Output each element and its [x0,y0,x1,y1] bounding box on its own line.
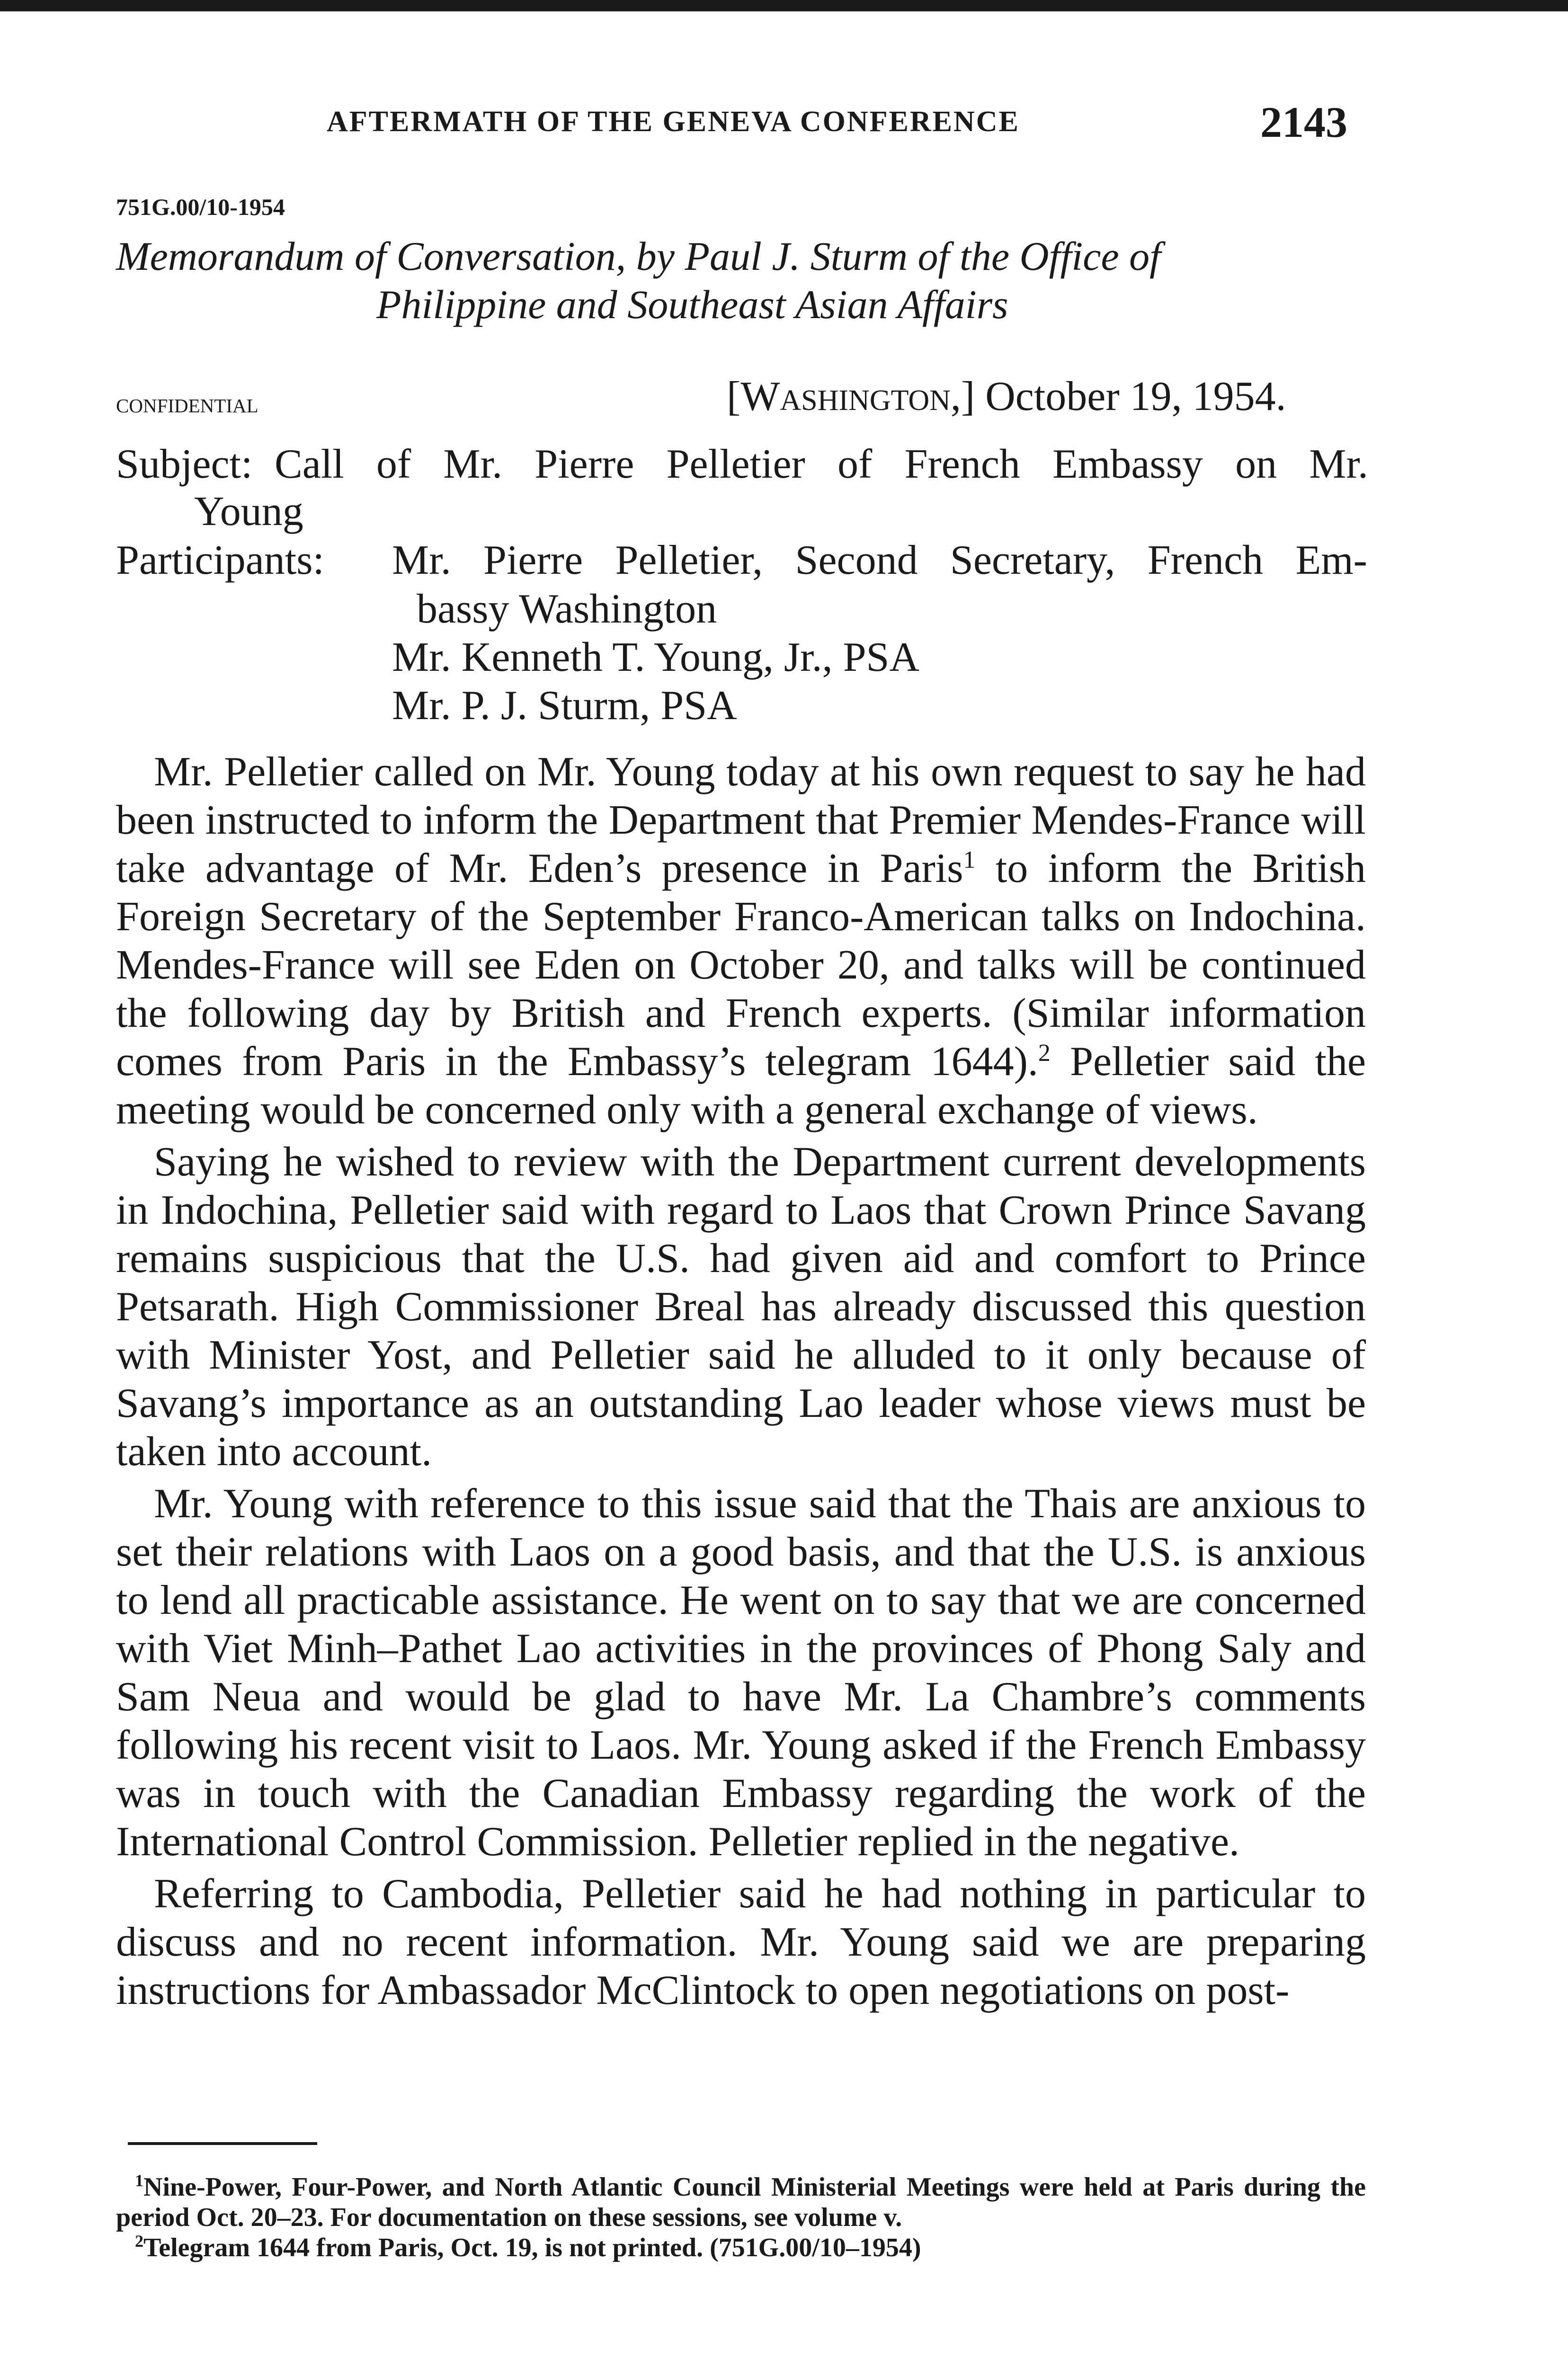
footnote-ref-1: 1 [963,846,976,873]
footnote-1-marker: 1 [135,2171,143,2190]
participant-1: Mr. Pierre Pelletier, Second Secretary, French Em- [392,537,1367,583]
participants-label: Participants: [116,537,324,583]
footnote-ref-2: 2 [1038,1040,1051,1067]
body-paragraph-1-part-a: Mr. Pelletier called on Mr. Young today at his own request to say he had been instructed to inform the Department that Premier Mendes-France will take advantage of Mr. Eden’s presence in Paris [116,749,1366,891]
body-paragraph-4: Referring to Cambodia, Pelletier said he had nothing in particular to discuss and no recent information. Mr. Young said we are preparing instructions for Ambassador McClintock to open negotiations on post- [116,1871,1366,2013]
memo-body [116,748,1366,2019]
page-number: 2143 [1260,98,1347,146]
place: Washington [740,374,951,419]
body-paragraph-2: Saying he wished to review with the Department current developments in Indochina, Pelletier said with regard to Laos that Crown Prince Savang remains suspicious that the U.S. had given aid and comfort to Prince Petsarath. High Commissioner Breal has already discussed this question with Minister Yost, and Pelletier said he alluded to it only because of Savang’s importance as an outstanding Lao leader whose views must be taken into account. [116,1139,1366,1475]
body-paragraph-3: Mr. Young with reference to this issue said that the Thais are anxious to set their relations with Laos on a good basis, and that the U.S. is anxious to lend all practicable assistance. He went on to say that we are concerned with Viet Minh–Pathet Lao activities in the provinces of Phong Saly and Sam Neua and would be glad to have Mr. La Chambre’s comments following his recent visit to Laos. Mr. Young asked if the French Embassy was in touch with the Canadian Embassy regarding the work of the International Control Commission. Pelletier replied in the negative. [116,1481,1366,1865]
classification-label: confidential [116,388,258,418]
memo-title [116,232,1366,329]
footnote-rule [128,2142,317,2145]
participant-1-continued: bassy Washington [417,586,717,632]
footnote-2-text: Telegram 1644 from Paris, Oct. 19, is not printed. (751G.00/10–1954) [143,2233,921,2262]
subject-text: Call of Mr. Pierre Pelletier of French Embassy on Mr. [275,441,1368,487]
running-head: AFTERMATH OF THE GENEVA CONFERENCE [327,106,1020,138]
place-bracket-open: [ [727,374,741,419]
footnote-1-text: Nine-Power, Four-Power, and North Atlantic Council Ministerial Meetings were held at Paris during the period Oct. 20–23. For documentation on these sessions, see volume v. [116,2172,1366,2232]
participant-3: Mr. P. J. Sturm, PSA [392,683,737,729]
subject-label: Subject: [116,441,253,487]
participant-2: Mr. Kenneth T. Young, Jr., PSA [392,634,920,680]
place-bracket-close: ,] [950,374,975,419]
page-top-border [0,0,1568,11]
footnote-1 [116,2172,1366,2233]
memo-title-line-1: Memorandum of Conversation, by Paul J. Sturm of the Office of [116,233,1161,279]
body-paragraph-1-part-b: to inform the British Foreign Secretary of the September Franco-American talks on Indochina. Mendes-France will see Eden on October 20, and talks will be continued the following day by British and French experts. (Similar information comes from Paris in the Embassy’s telegram 1644). [116,845,1366,1085]
body-paragraph-1 [116,748,1366,1134]
footnote-2-marker: 2 [135,2232,143,2251]
place-date [727,373,1286,420]
subject-text-continued: Young [194,489,303,534]
body-paragraph-1-part-c: Pelletier said the meeting would be concerned only with a general exchange of views. [116,1039,1366,1133]
date: October 19, 1954. [975,374,1286,419]
footnote-2 [116,2233,1366,2263]
footnotes [116,2172,1366,2263]
document-reference: 751G.00/10-1954 [116,194,285,220]
memo-title-line-2: Philippine and Southeast Asian Affairs [376,282,1008,327]
